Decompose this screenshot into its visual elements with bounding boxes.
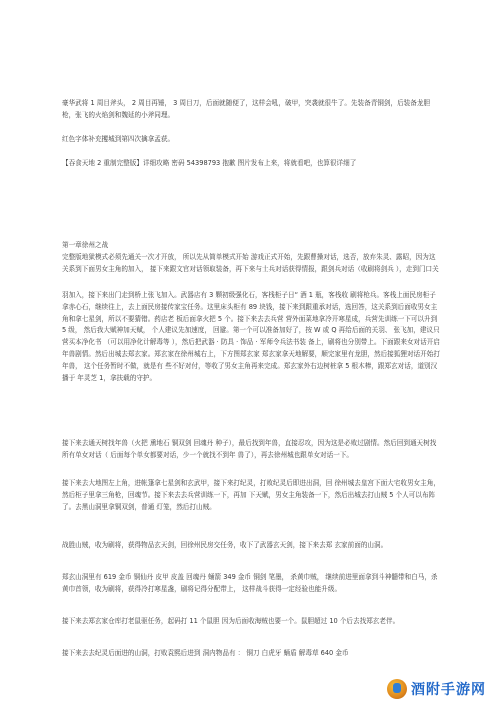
game-controller-logo-icon (387, 679, 407, 699)
text-paragraph: 豪华武将 1 周目斧头， 2 周目再锤， 3 周目刀，后面就随便了，这样会吼，破甲，突袭就很牛了。先装备青铜剑，后装备龙胆枪，张飞的火焰剑和魏延的小斧同理。 (62, 99, 431, 119)
text-paragraph: 羽加入，接下来出门走到桥上张飞加入。武器店有 3 颗初级强化石，客栈柜子日“ 酒 1 瓶，客栈收 刷将枪兵。客栈上面民房柜子拿赤心石，继续往上，去上面民房接传家宝任务。这里床头柜有 89 块钱，接下来到跟重承对话，选回答，这关系到后面收男女主角和拿七星剑，所以不要猜错。药店老 板后面拿火把 5 个。接下来去去兵营 营外面菜地拿冷开寒星成，兵营先训练一下可以升到 5 级， 然后我大赋神加天赋， 个人建议先加速度， 回避。第一个可以准备加好了，按 W 或 Q 再给后面的关羽、 张飞加，建议只营买本净化书 （可以用净化计解毒等 ），然后把武器 · 防具 · 饰品 · 军师令兵法书装 备上，刷将也分别带上。下面跟来女对话开启年兽剧情。然后出城去郑玄家。郑玄家在徐州城右上，下方图郑玄家 郑玄家拿天地解要，顺完家里有龙胆，然后接狐狸对话开始打年兽， 这个任务暂时不做，就是有 些不好对付，等收了男女主角再来完成。郑玄家外右边树桩拿 5 根木棒，跟郑玄对话，道别汉播于 年灵芝 1，拿扶载的守护。 (62, 291, 440, 382)
intro-paragraph (62, 98, 442, 122)
chapter-paragraph-6 (62, 572, 442, 596)
site-watermark (381, 676, 492, 702)
chapter-paragraph-4 (62, 478, 442, 513)
text-run: （收刷将剑兵 ），走到门口关 (354, 264, 439, 273)
watermark-text: 酒附手游网 (411, 682, 486, 698)
guide-header-paragraph (62, 158, 442, 170)
text-paragraph (62, 252, 442, 276)
chapter-paragraph-3 (62, 438, 442, 462)
text-run: 完整版地狱模式必须先通关一次才开放， 所以先从简单模式开始 游戏正式开始，先跟曹操对话，选否，放弃朱灵、露昭，因为这关系到下面男女主角的加入， 接下来跟文官对话领取装备，再下来与士兵对话获得情报，跟剑兵对话 (62, 253, 436, 273)
text-paragraph: 接下来去通天树找年兽（火把 熏地石 铜双剑 回魂丹 种子），最后找到年兽，直接忍攻，因为这是必败过剧情。然后回到通天树找所有单女对话（ 后面每个单女都要对话，少一个就找不到年 兽了），再去徐州城也跟单女对话一下。 (62, 439, 437, 459)
chapter-heading: 第一章徐州之战 (62, 241, 109, 249)
text-paragraph: 接下来去大地图左上角，进帐篷拿七星剑和玄武甲，接下来打纪灵，打败纪灵后即进出洞，回 徐州城去皇宫下面大宅收男女主角，然后柜子里拿三角枪，回魂节。接下来去去兵营训练一下，再加 下天赋，男女主角装备一下，然后出城去打山贼 5 个人可以布阵了。去黑山洞里拿铜双剑，普通 灯笼，然后打山贼。 (62, 479, 440, 511)
chapter-paragraph-5 (62, 540, 442, 552)
chapter-paragraph-8 (62, 648, 442, 660)
chapter-paragraph-2 (62, 290, 442, 384)
text-paragraph: 接下来去郑玄家仓库打老鼠驱任务，起码打 11 个鼠胆 因为后面收海贼也要一个。鼠胆超过 10 个后去找郑玄老伴。 (62, 617, 400, 625)
red-note (62, 134, 442, 146)
chapter-title (62, 240, 442, 252)
chapter-paragraph-1 (62, 252, 442, 276)
text-paragraph: 红色字体补充攫城到第四次擒拿孟获。 (62, 135, 175, 143)
text-paragraph: 战胜山贼，收为刷将，获得物品玄天剑，回徐州民房交任务，收下了武器玄天剑，接下来去郑 玄家前面的山洞。 (62, 541, 388, 549)
text-paragraph: 【吞食天地 2 重制完整版】详细攻略 密码 54398793 抱歉 图片发布上来，将就看吧，也算很详细了 (62, 159, 357, 167)
chapter-paragraph-7 (62, 616, 442, 628)
text-paragraph: 接下来去去纪灵后面进的山洞，打败袁熙后进到 洞内物品有 ： 铜刀 白虎牙 蛹盾 解毒草 640 金币 (62, 649, 349, 657)
text-paragraph: 郑玄山洞里有 619 金币 铜仙丹 皮甲 皮盖 回魂丹 蛹箭 349 金币 铜剑 笔墨， 杀黄巾贼， 继续前进里面拿到斗神髓带和白马，杀黄巾首领，收为刷将，获得冷打寒星盏，刷将记得分配带上， 这样战斗获得一定经验也能升级。 (62, 573, 438, 593)
